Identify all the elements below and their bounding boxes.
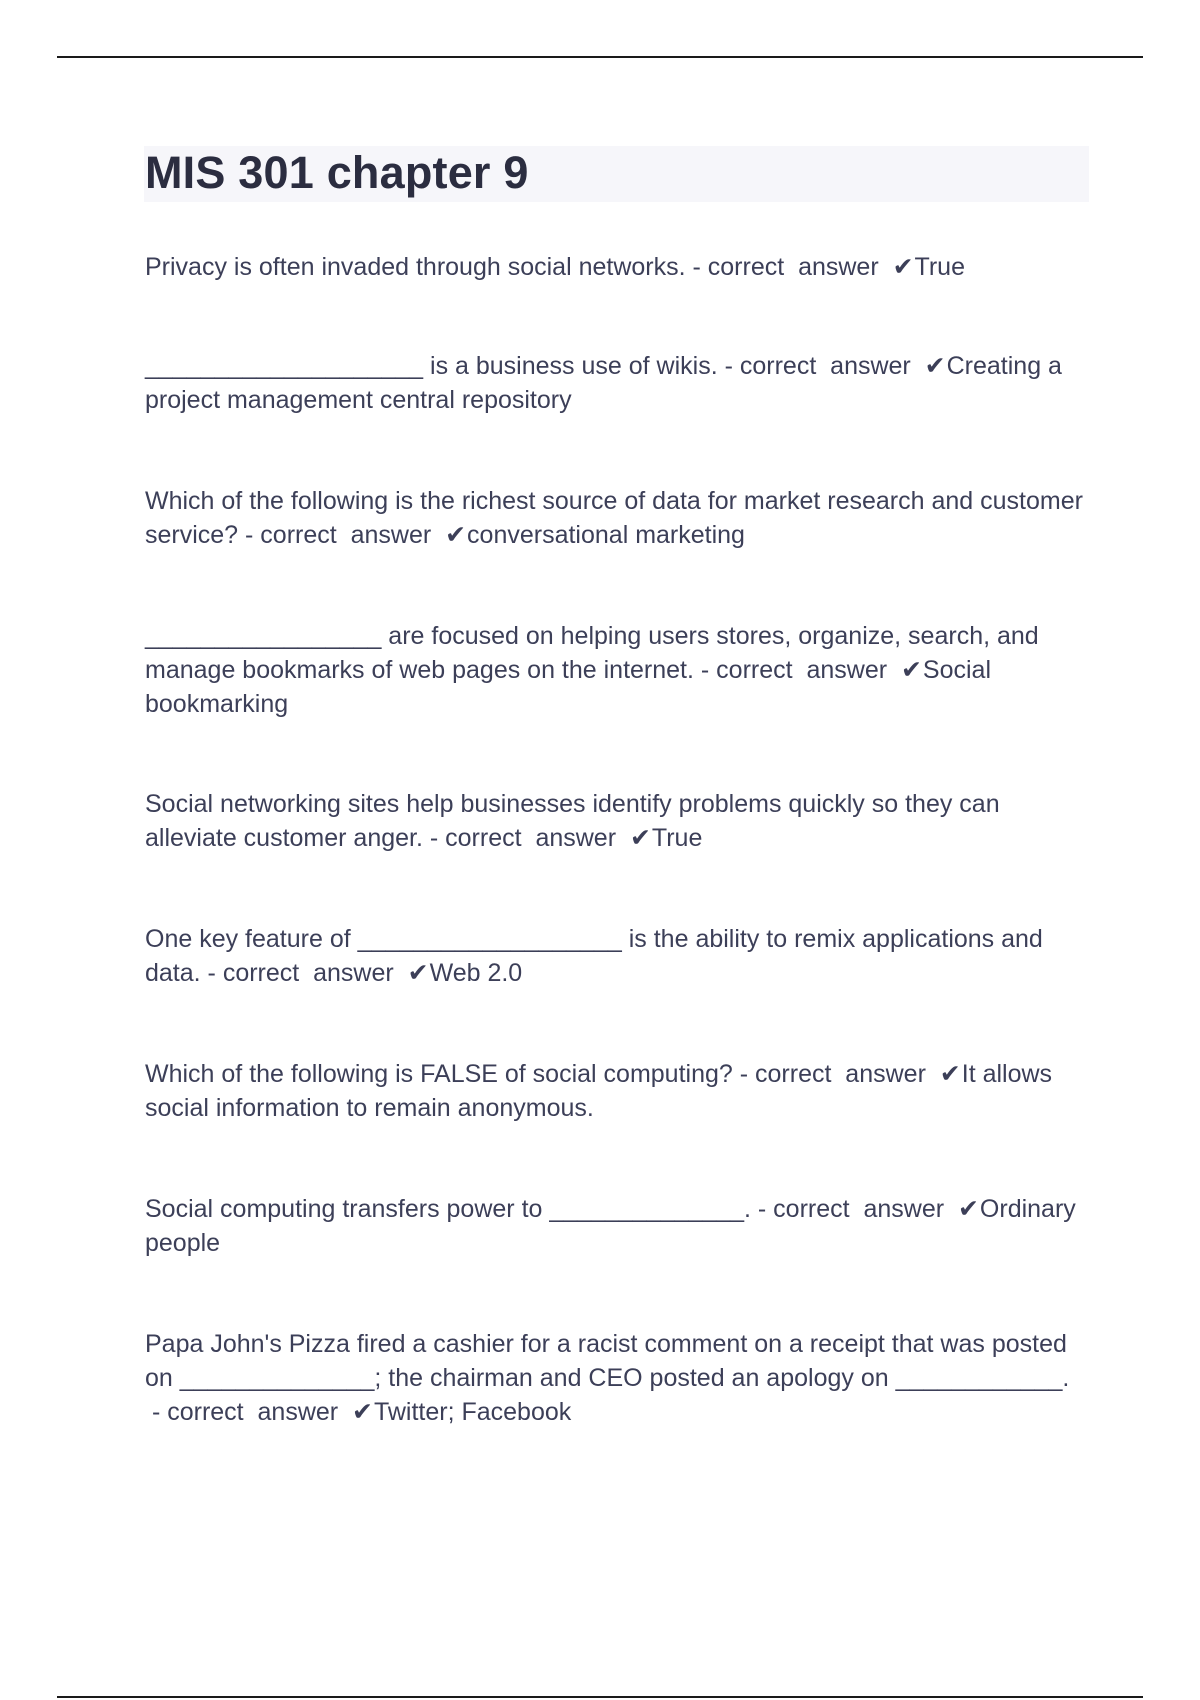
question-text: Which of the following is FALSE of social computing? xyxy=(145,1060,733,1088)
question-text: Papa John's Pizza fired a cashier for a racist comment on a receipt that was posted on ______________; the chairman and CEO posted an apology on ____________. xyxy=(145,1330,1070,1392)
check-icon: ✔ xyxy=(900,656,922,684)
qa-item-8 xyxy=(145,1192,1085,1260)
answer-text: True xyxy=(651,824,703,852)
check-icon: ✔ xyxy=(629,824,651,852)
bottom-rule xyxy=(57,1696,1143,1698)
answer-marker: - correct answer xyxy=(145,1398,352,1426)
top-rule xyxy=(57,56,1143,58)
qa-item-9 xyxy=(145,1327,1085,1429)
answer-marker: - correct answer xyxy=(200,959,408,987)
check-icon: ✔ xyxy=(924,352,946,380)
qa-item-7 xyxy=(145,1057,1085,1125)
answer-marker: - correct answer xyxy=(693,656,901,684)
check-icon: ✔ xyxy=(352,1398,373,1426)
answer-text: Social bookmarking xyxy=(145,656,991,718)
answer-marker: - correct answer xyxy=(732,1060,940,1088)
question-text: One key feature of ___________________ is the ability to remix applications and data. xyxy=(145,925,1043,987)
check-icon: ✔ xyxy=(892,253,914,281)
answer-text: Twitter; Facebook xyxy=(373,1398,572,1426)
answer-text: True xyxy=(914,253,965,281)
qa-item-3 xyxy=(145,484,1085,552)
answer-text: Ordinary people xyxy=(145,1195,1076,1257)
question-text: _________________ are focused on helping users stores, organize, search, and manage bookmarks of web pages on the internet. xyxy=(145,622,1039,684)
qa-item-6 xyxy=(145,922,1085,990)
qa-item-2 xyxy=(145,349,1085,417)
check-icon: ✔ xyxy=(939,1060,961,1088)
answer-marker: - correct answer xyxy=(717,352,925,380)
check-icon: ✔ xyxy=(407,959,429,987)
check-icon: ✔ xyxy=(445,521,467,549)
question-text: Social networking sites help businesses identify problems quickly so they can alleviate customer anger. xyxy=(145,790,1000,852)
question-text: ____________________ is a business use of wikis. xyxy=(145,352,718,380)
check-icon: ✔ xyxy=(957,1195,979,1223)
answer-text: It allows social information to remain anonymous. xyxy=(145,1060,1053,1122)
qa-item-1 xyxy=(145,250,1085,284)
answer-marker: - correct answer xyxy=(422,824,630,852)
answer-marker: - correct answer xyxy=(750,1195,958,1223)
question-text: Social computing transfers power to ______________. xyxy=(145,1195,751,1223)
answer-text: Web 2.0 xyxy=(429,959,523,987)
answer-marker: - correct answer xyxy=(238,521,446,549)
qa-item-5 xyxy=(145,787,1085,855)
question-text: Which of the following is the richest source of data for market research and customer service? xyxy=(145,487,1083,549)
answer-marker: - correct answer xyxy=(685,253,893,281)
answer-text: Creating a project management central repository xyxy=(145,352,1062,414)
question-text: Privacy is often invaded through social networks. xyxy=(145,253,686,281)
page-title: MIS 301 chapter 9 xyxy=(145,147,529,198)
answer-text: conversational marketing xyxy=(467,521,745,549)
qa-item-4 xyxy=(145,619,1085,721)
